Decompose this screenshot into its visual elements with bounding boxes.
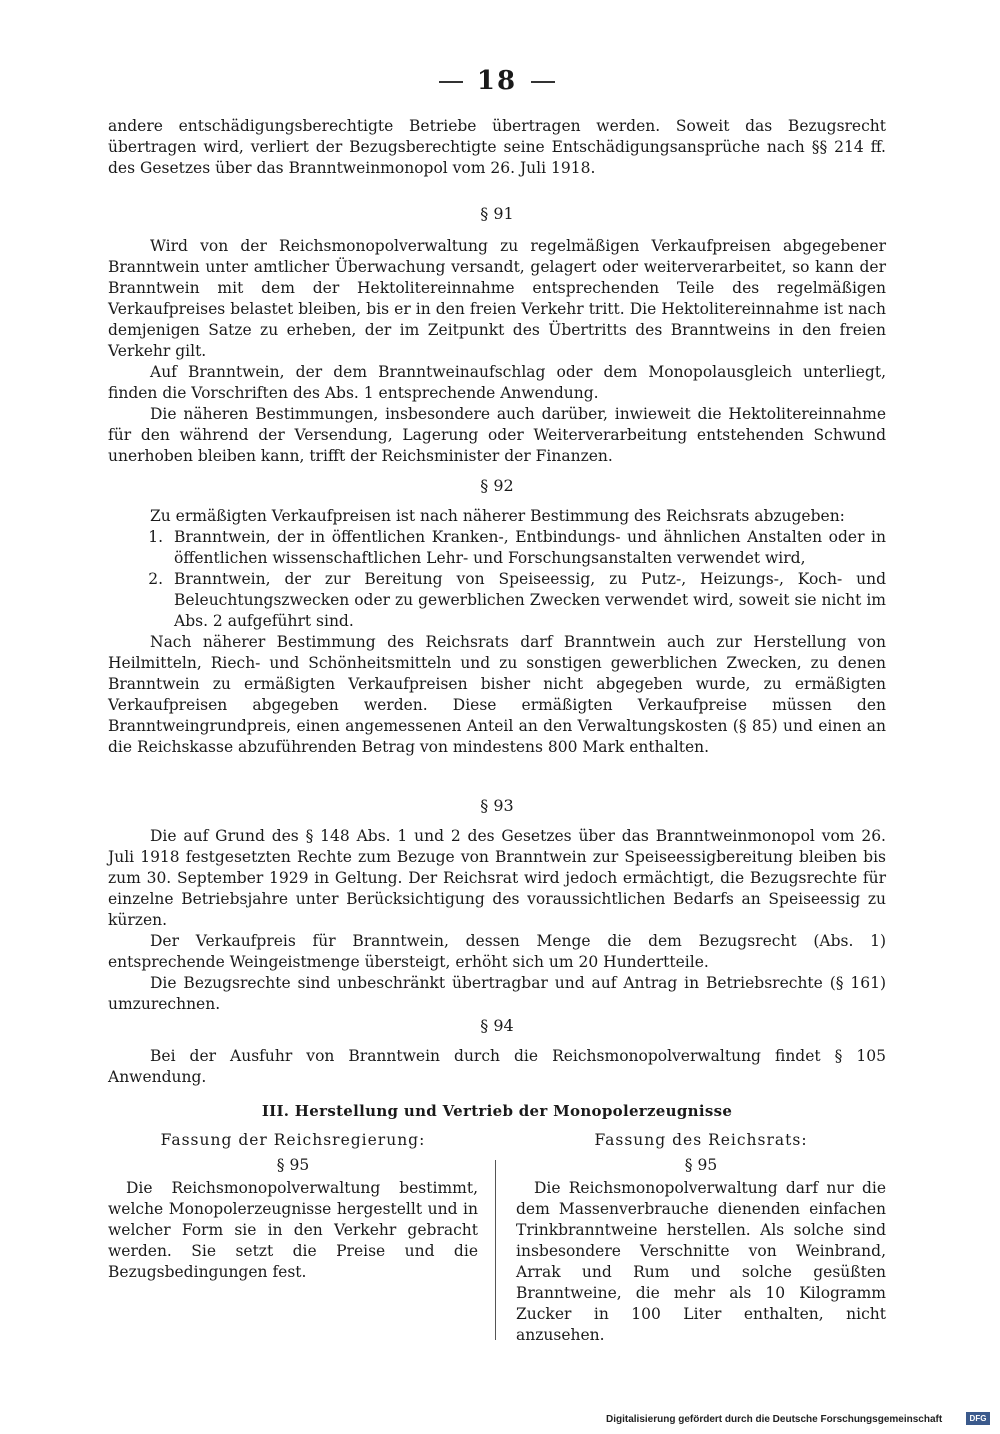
section-94-para-1: Bei der Ausfuhr von Branntwein durch die Reichsmonopolverwaltung findet § 105 Anwendung. xyxy=(108,1047,886,1086)
footer-credit: Digitalisierung gefördert durch die Deutsche Forschungsgemeinschaft xyxy=(606,1414,943,1425)
right-column-head: Fassung des Reichsrats: xyxy=(594,1131,808,1149)
right-column-para-heading: § 95 xyxy=(684,1156,718,1174)
section-title: III. Herstellung und Vertrieb der Monopolerzeugnisse xyxy=(261,1102,733,1120)
section-93-heading: § 93 xyxy=(480,796,514,815)
right-column xyxy=(516,1130,886,1346)
section-93-body xyxy=(108,826,886,1015)
section-91-para-1: Wird von der Reichsmonopolverwaltung zu regelmäßigen Verkaufpreisen abgegebener Branntwein unter amtlicher Überwachung versandt, gelagert oder weiterverarbeitet, so kann der Branntwein mit dem der Hektolitereinnahme entsprechenden Teile des regelmäßigen Verkaufpreises belastet bleiben, bis er in den freien Verkehr tritt. Die Hektolitereinnahme ist nach demjenigen Satze zu erheben, der im Zeitpunkt des Übertritts des Branntweins in den freien Verkehr gilt. xyxy=(108,237,886,360)
section-92-para-2: Nach näherer Bestimmung des Reichsrats darf Branntwein auch zur Herstellung von Heilmitteln, Riech- und Schönheitsmitteln und zu sonstigen gewerblichen Zwecken, zu denen Branntwein zu ermäßigten Verkaufpreisen bisher nicht abgegeben wurde, zu ermäßigten Verkaufpreisen abgegeben werden. Diese ermäßigten Verkaufpreise müssen den Branntweingrundpreis, einen angemessenen Anteil an den Verwaltungskosten (§ 85) und einen an die Reichskasse abzuführenden Betrag von mindestens 800 Mark enthalten. xyxy=(108,633,886,756)
right-column-text: Die Reichsmonopolverwaltung darf nur die dem Massenverbrauche dienenden einfachen Trinkbranntweine herstellen. Als solche sind insbesondere Verschnitte von Weinbrand, Arrak und Rum und solche gesüßten Branntweine, die mehr als 10 Kilogramm Zucker in 100 Liter enthalten, nicht anzusehen. xyxy=(516,1179,886,1344)
page-number xyxy=(108,66,886,96)
section-93-para-3: Die Bezugsrechte sind unbeschränkt übertragbar und auf Antrag in Betriebsrechte (§ 161) umzurechnen. xyxy=(108,974,886,1013)
section-92-body xyxy=(108,506,886,758)
dash-right xyxy=(531,81,555,83)
section-94-body xyxy=(108,1046,886,1088)
section-94-heading: § 94 xyxy=(480,1016,514,1035)
section-92-intro: Zu ermäßigten Verkaufpreisen ist nach näherer Bestimmung des Reichsrats abzugeben: xyxy=(150,507,845,525)
intro-paragraph xyxy=(108,116,886,179)
left-column xyxy=(108,1130,478,1283)
section-91-para-3: Die näheren Bestimmungen, insbesondere auch darüber, inwieweit die Hektolitereinnahme für den während der Versendung, Lagerung oder Weiterverarbeitung entstehenden Schwund unerhoben bleiben kann, trifft der Reichsminister der Finanzen. xyxy=(108,405,886,465)
page-number-text: 18 xyxy=(476,66,518,96)
section-92-item-1: 1. Branntwein, der in öffentlichen Kranken-, Entbindungs- und ähnlichen Anstalten oder in öffentlichen wissenschaftlichen Lehr- und Forschungsanstalten verwendet wird, xyxy=(168,527,886,569)
section-92-list xyxy=(108,527,886,632)
section-93-para-1: Die auf Grund des § 148 Abs. 1 und 2 des Gesetzes über das Branntweinmonopol vom 26. Juli 1918 festgesetzten Rechte zum Bezuge von Branntwein zur Speiseessigbereitung bleiben bis zum 30. September 1929 in Geltung. Der Reichsrat wird jedoch ermächtigt, die Bezugsrechte für einzelne Betriebsjahre unter Berücksichtigung des voraussichtlichen Bedarfs an Speiseessig zu kürzen. xyxy=(108,827,886,929)
section-92-item-2: 2. Branntwein, der zur Bereitung von Speiseessig, zu Putz-, Heizungs-, Koch- und Beleuchtungszwecken oder zu gewerblichen Zwecken verwendet wird, soweit sie nicht im Abs. 2 aufgeführt sind. xyxy=(168,569,886,632)
section-91-heading: § 91 xyxy=(480,204,514,223)
section-93-para-2: Der Verkaufpreis für Branntwein, dessen Menge die dem Bezugsrecht (Abs. 1) entsprechende Weingeistmenge übersteigt, erhöht sich um 20 Hundertteile. xyxy=(108,932,886,971)
dash-left xyxy=(439,81,463,83)
left-column-para-heading: § 95 xyxy=(276,1156,310,1174)
left-column-head: Fassung der Reichsregierung: xyxy=(160,1131,426,1149)
left-column-text: Die Reichsmonopolverwaltung bestimmt, welche Monopolerzeugnisse hergestellt und in welcher Form sie in den Verkehr gebracht werden. Sie setzt die Preise und die Bezugsbedingungen fest. xyxy=(108,1179,478,1281)
column-divider xyxy=(495,1160,496,1340)
section-91-para-2: Auf Branntwein, der dem Branntweinaufschlag oder dem Monopolausgleich unterliegt, finden die Vorschriften des Abs. 1 entsprechende Anwendung. xyxy=(108,363,886,402)
section-92-heading: § 92 xyxy=(480,476,514,495)
dfg-logo-icon: DFG xyxy=(966,1412,990,1425)
section-91-body xyxy=(108,236,886,467)
intro-text: andere entschädigungsberechtigte Betriebe übertragen werden. Soweit das Bezugsrecht übertragen wird, verliert der Bezugsberechtigte seine Entschädigungsansprüche nach §§ 214 ff. des Gesetzes über das Branntweinmonopol vom 26. Juli 1918. xyxy=(108,117,886,177)
